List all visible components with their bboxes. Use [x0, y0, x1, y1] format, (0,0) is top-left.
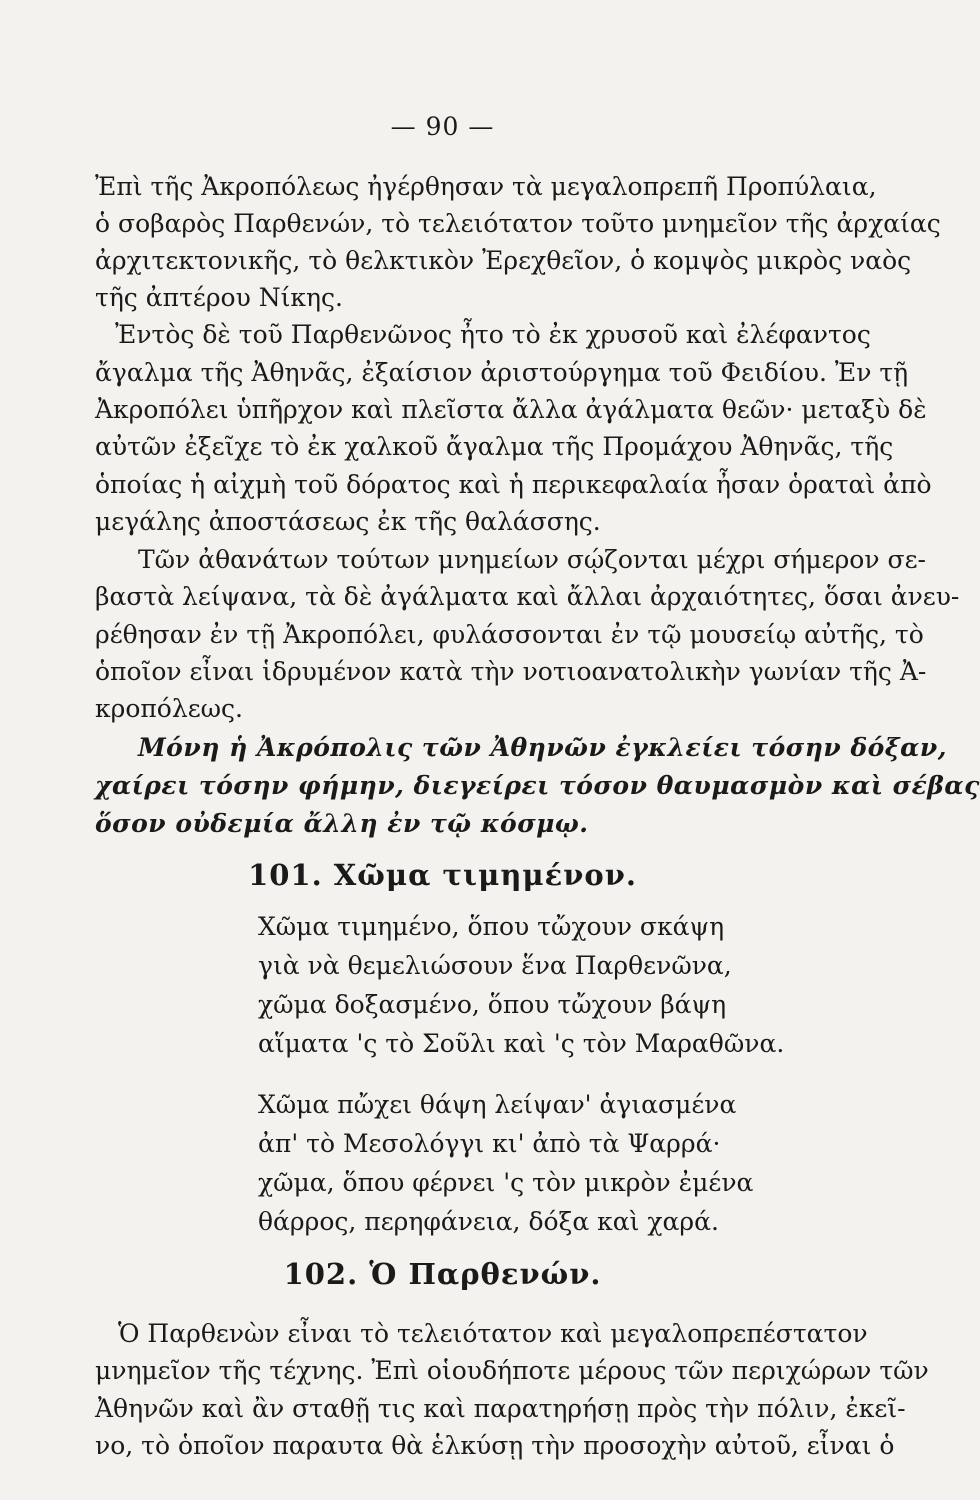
page-number: — 90 — — [390, 112, 495, 141]
stanza1-line-2: γιὰ νὰ θεμελιώσουν ἕνα Παρθενῶνα, — [258, 951, 732, 980]
para5-line-1: Ὁ Παρθενὼν εἶναι τὸ τελειότατον καὶ μεγαλοπρεπέστατον — [118, 1319, 868, 1348]
para1-line-1: Ἐπὶ τῆς Ἀκροπόλεως ἠγέρθησαν τὰ μεγαλοπρεπῆ Προπύλαια, — [95, 172, 877, 201]
para1-line-3: ἀρχιτεκτονικῆς, τὸ θελκτικὸν Ἐρεχθεῖον, ὁ κομψὸς μικρὸς ναὸς — [95, 246, 912, 275]
para5-line-4: νο, τὸ ὁποῖον παραυτα θὰ ἑλκύσῃ τὴν προσοχὴν αὐτοῦ, εἶναι ὁ — [95, 1431, 895, 1460]
para4-line-3: ὅσον οὐδεμία ἄλλη ἐν τῷ κόσμῳ. — [95, 809, 589, 838]
para4-line-2: χαίρει τόσην φήμην, διεγείρει τόσον θαυμασμὸν καὶ σέβας — [95, 771, 980, 800]
para4-line-1: Μόνη ἡ Ἀκρόπολις τῶν Ἀθηνῶν ἐγκλείει τόσην δόξαν, — [138, 733, 947, 762]
stanza1-line-3: χῶμα δοξασμένο, ὅπου τὤχουν βάψη — [258, 990, 727, 1019]
para5-line-2: μνημεῖον τῆς τέχνης. Ἐπὶ οἱουδήποτε μέρους τῶν περιχώρων τῶν — [95, 1356, 929, 1385]
para5-line-3: Ἀθηνῶν καὶ ἂν σταθῇ τις καὶ παρατηρήσῃ πρὸς τὴν πόλιν, ἐκεῖ- — [95, 1394, 906, 1423]
para2-line-5: ὁποίας ἡ αἰχμὴ τοῦ δόρατος καὶ ἡ περικεφαλαία ἦσαν ὁραταὶ ἀπὸ — [95, 470, 932, 499]
stanza2-line-2: ἀπ' τὸ Μεσολόγγι κι' ἀπὸ τὰ Ψαρρά· — [258, 1129, 721, 1158]
section-heading-102: 102. Ὁ Παρθενών. — [283, 1257, 602, 1291]
para2-line-2: ἄγαλμα τῆς Ἀθηνᾶς, ἐξαίσιον ἀριστούργημα τοῦ Φειδίου. Ἐν τῇ — [95, 358, 909, 387]
para3-line-4: ὁποῖον εἶναι ἱδρυμένον κατὰ τὴν νοτιοανατολικὴν γωνίαν τῆς Ἀ- — [95, 657, 927, 686]
stanza2-line-4: θάρρος, περηφάνεια, δόξα καὶ χαρά. — [258, 1207, 719, 1236]
para2-line-4: αὐτῶν ἐξεῖχε τὸ ἐκ χαλκοῦ ἄγαλμα τῆς Προμάχου Ἀθηνᾶς, τῆς — [95, 432, 894, 461]
para2-line-3: Ἀκροπόλει ὑπῆρχον καὶ πλεῖστα ἄλλα ἀγάλματα θεῶν· μεταξὺ δὲ — [95, 395, 927, 424]
section-heading-101: 101. Χῶμα τιμημένον. — [248, 858, 637, 892]
stanza2-line-1: Χῶμα πὤχει θάψη λείψαν' ἁγιασμένα — [258, 1090, 737, 1119]
stanza1-line-4: αἵματα 'ς τὸ Σοῦλι καὶ 'ς τὸν Μαραθῶνα. — [258, 1029, 785, 1058]
para1-line-2: ὁ σοβαρὸς Παρθενών, τὸ τελειότατον τοῦτο μνημεῖον τῆς ἀρχαίας — [95, 209, 941, 238]
para3-line-5: κροπόλεως. — [95, 694, 243, 723]
para2-line-1: Ἐντὸς δὲ τοῦ Παρθενῶνος ἦτο τὸ ἐκ χρυσοῦ καὶ ἐλέφαντος — [115, 320, 871, 349]
stanza2-line-3: χῶμα, ὅπου φέρνει 'ς τὸν μικρὸν ἐμένα — [258, 1168, 754, 1197]
para3-line-2: βαστὰ λείψανα, τὰ δὲ ἀγάλματα καὶ ἄλλαι ἀρχαιότητες, ὅσαι ἀνευ- — [95, 582, 960, 611]
para3-line-3: ρέθησαν ἐν τῇ Ἀκροπόλει, φυλάσσονται ἐν τῷ μουσείῳ αὐτῆς, τὸ — [95, 620, 924, 649]
para2-line-6: μεγάλης ἀποστάσεως ἐκ τῆς θαλάσσης. — [95, 507, 601, 536]
stanza1-line-1: Χῶμα τιμημένο, ὅπου τὤχουν σκάψη — [258, 912, 725, 941]
para1-line-4: τῆς ἀπτέρου Νίκης. — [95, 283, 343, 312]
para3-line-1: Τῶν ἀθανάτων τούτων μνημείων σῴζονται μέχρι σήμερον σε- — [138, 545, 926, 574]
